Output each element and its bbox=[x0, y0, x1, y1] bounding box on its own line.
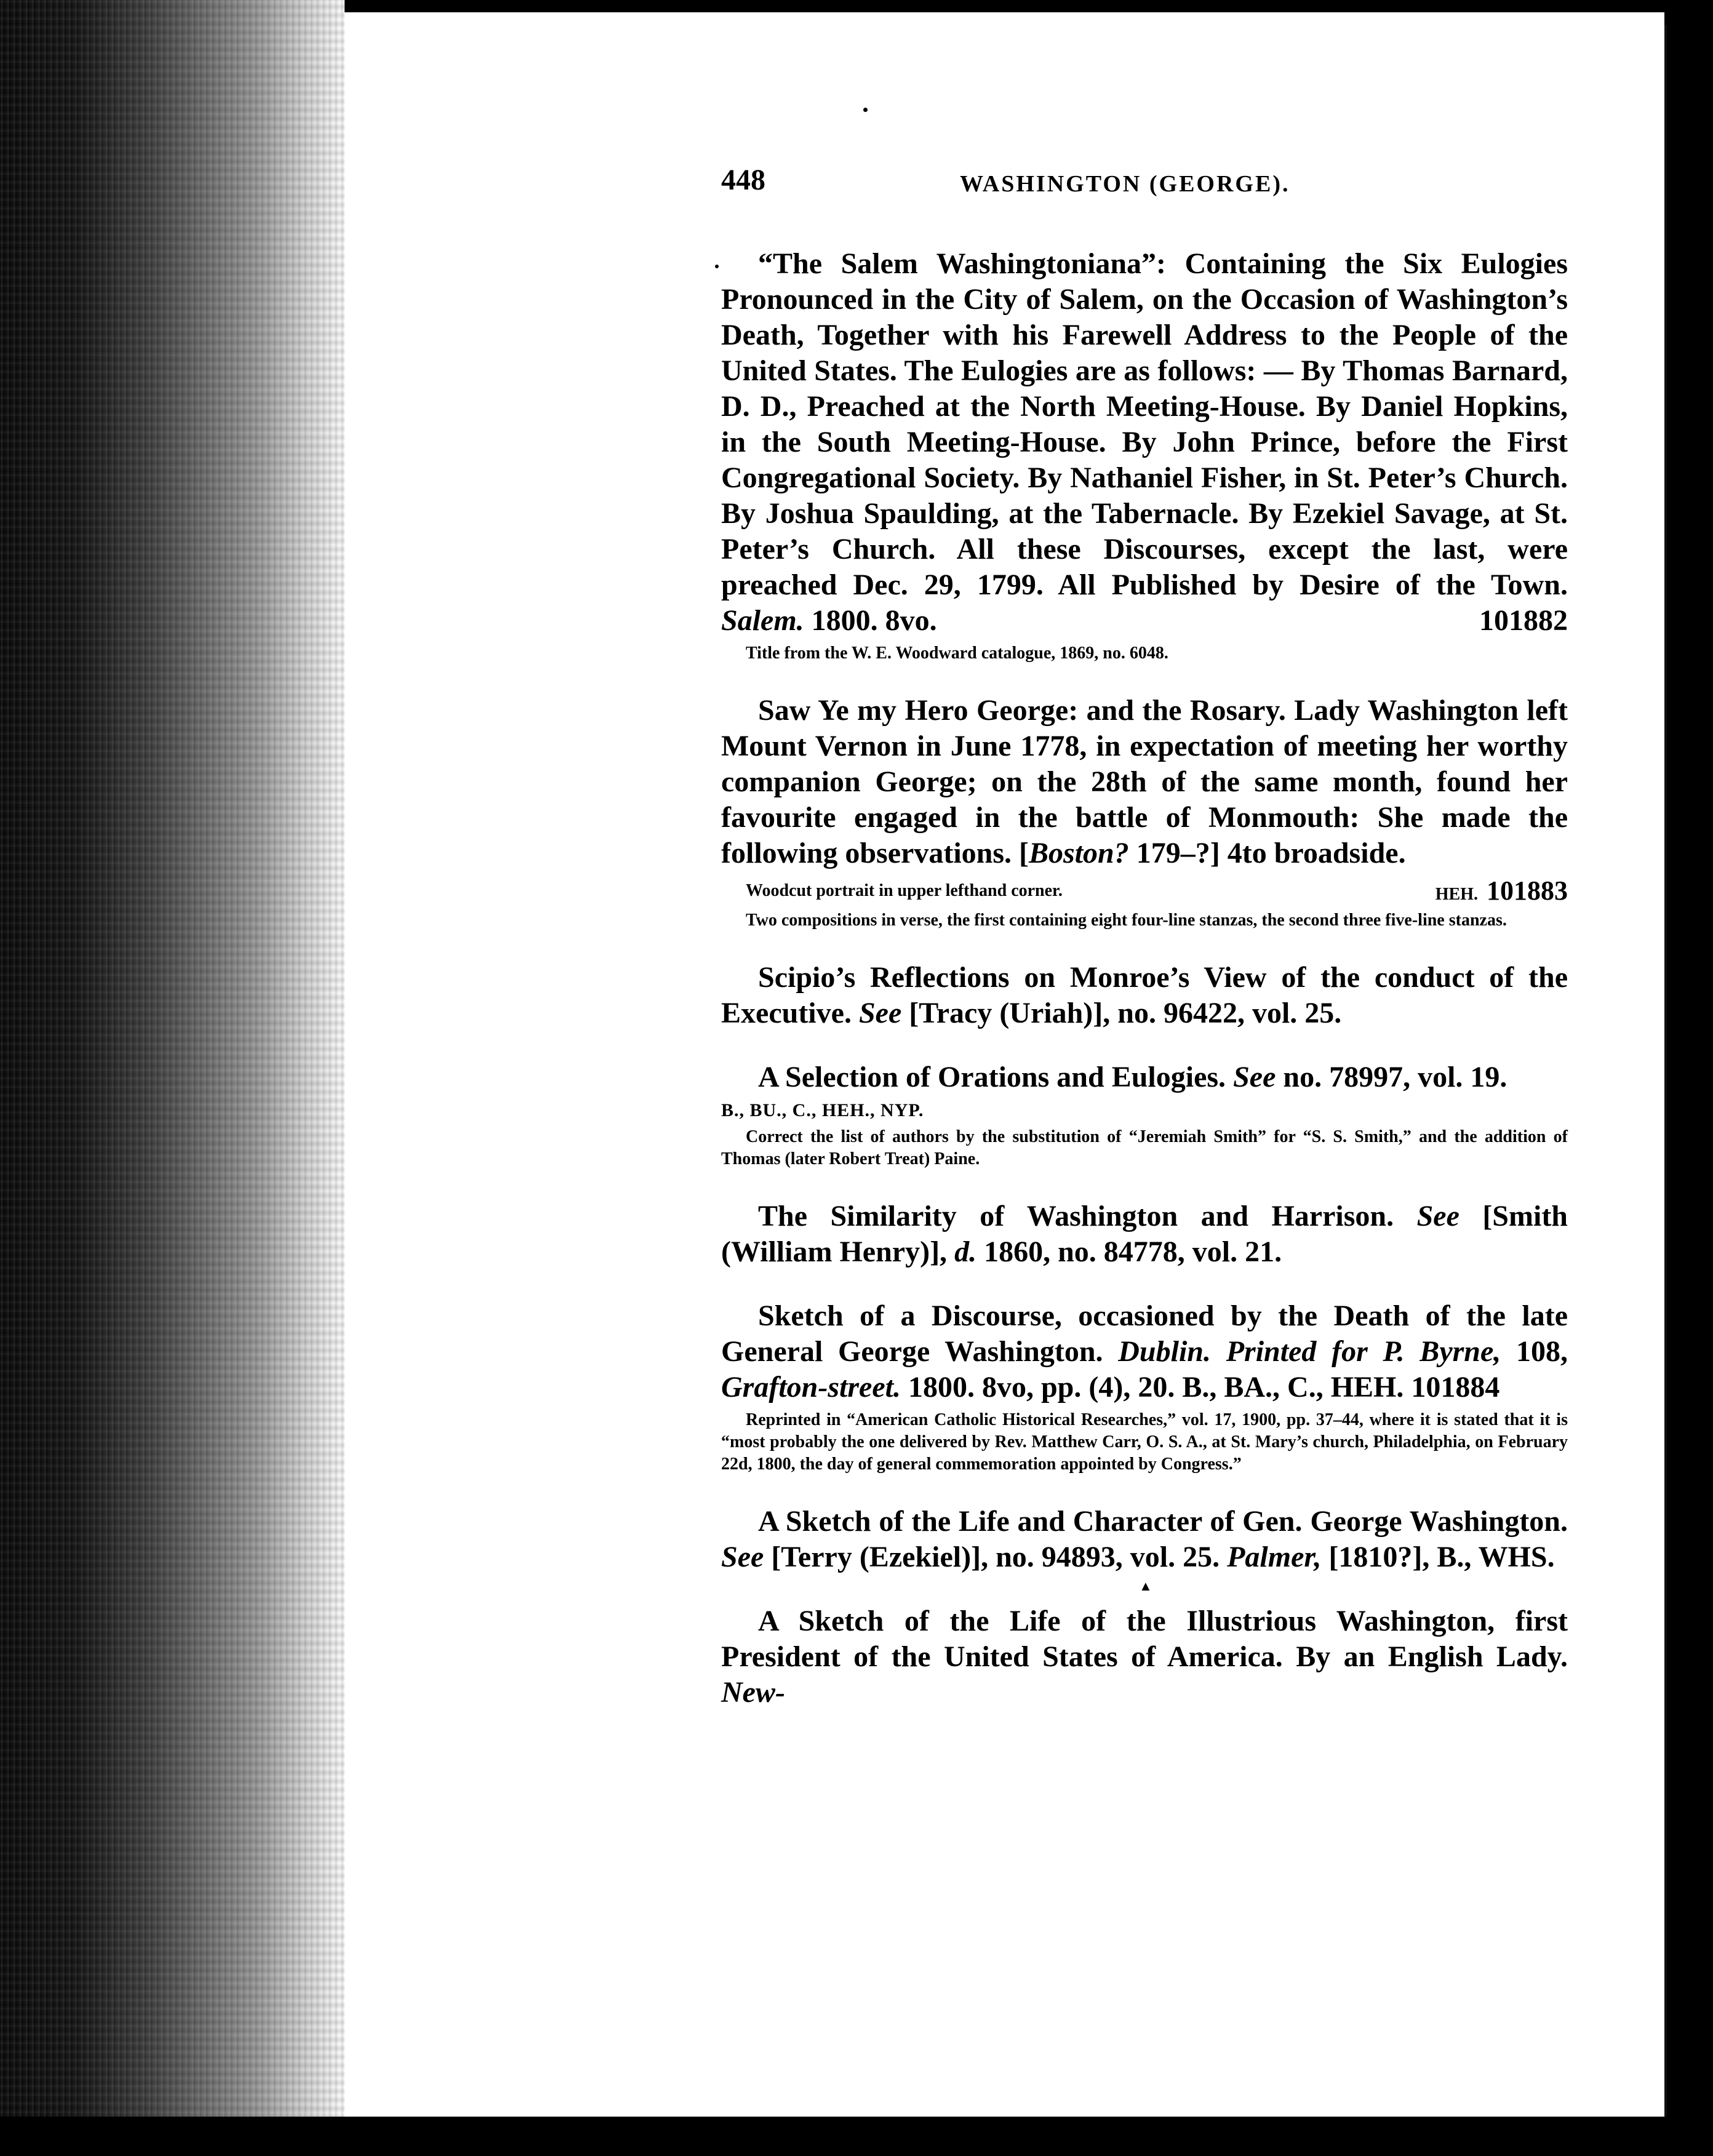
scan-border-bottom bbox=[0, 2117, 1713, 2156]
record-number: 101884 bbox=[1411, 1371, 1500, 1403]
scan-border-right bbox=[1669, 0, 1713, 2156]
entry-note: Reprinted in “American Catholic Historical Researches,” vol. 17, 1900, pp. 37–44, where it is stated that it is “most probably the one delivered by Rev. Matthew Carr, O. S. A., at St. Mary’s church, Philadelphia, on February 22d, 1800, the day of general commemoration appointed by Congress.” bbox=[721, 1410, 1568, 1474]
stray-ink-dot bbox=[715, 265, 719, 268]
record-number: 101882 bbox=[1479, 604, 1568, 637]
see-reference: See bbox=[1416, 1200, 1459, 1232]
imprint-place: Dublin. bbox=[1118, 1335, 1211, 1368]
entry-note: Two compositions in verse, the first containing eight four-line stanzas, the second three five-line stanzas. bbox=[746, 911, 1507, 930]
entry-title: A Selection of Orations and Eulogies. bbox=[758, 1061, 1226, 1093]
running-head: WASHINGTON (GEORGE). bbox=[960, 171, 1290, 197]
imprint-printer: Printed for P. Byrne, bbox=[1226, 1335, 1501, 1368]
see-reference: See bbox=[1233, 1061, 1276, 1093]
book-gutter-edge bbox=[0, 0, 345, 2156]
imprint-date-format: 179–?] 4to broadside. bbox=[1136, 837, 1406, 869]
entry-note: Title from the W. E. Woodward catalogue, 1869, no. 6048. bbox=[746, 644, 1168, 663]
see-reference: See bbox=[858, 997, 902, 1029]
cross-reference-detail: 1860, no. 84778, vol. 21. bbox=[984, 1236, 1282, 1268]
imprint-place: Salem. bbox=[721, 604, 804, 637]
entry-salem-washingtoniana bbox=[721, 246, 1568, 665]
entry-similarity-washington-harrison bbox=[721, 1199, 1568, 1270]
page-number: 448 bbox=[721, 164, 765, 196]
imprint-place: Boston? bbox=[1029, 837, 1129, 869]
cross-reference: [Smith (William Henry)], bbox=[721, 1200, 1568, 1268]
entry-title: A Sketch of the Life and Character of Gen. George Washington. bbox=[758, 1505, 1568, 1538]
stray-caret-mark: ▲ bbox=[1139, 1578, 1152, 1594]
entry-saw-ye-my-hero-george bbox=[721, 693, 1568, 932]
imprint-place: New- bbox=[721, 1676, 785, 1709]
entry-sketch-life-and-character bbox=[721, 1504, 1568, 1575]
died-marker: d. bbox=[954, 1236, 977, 1268]
cross-reference: [Tracy (Uriah)], no. 96422, vol. 25. bbox=[909, 997, 1342, 1029]
imprint-details: [1810?], B., WHS. bbox=[1328, 1541, 1555, 1573]
cross-reference: no. 78997, vol. 19. bbox=[1283, 1061, 1507, 1093]
imprint-date-format: 1800. 8vo. bbox=[811, 604, 937, 637]
entry-title: The Similarity of Washington and Harrison. bbox=[758, 1200, 1394, 1232]
imprint-details: 1800. 8vo, pp. (4), 20. B., BA., C., HEH. bbox=[908, 1371, 1404, 1403]
stray-ink-dot bbox=[863, 108, 868, 112]
page-header bbox=[721, 163, 1568, 206]
library-code: HEH. bbox=[1435, 885, 1478, 904]
see-reference: See bbox=[721, 1541, 764, 1573]
facing-page-edge bbox=[1664, 25, 1667, 2117]
entry-sketch-of-a-discourse bbox=[721, 1298, 1568, 1475]
entry-title: Saw Ye my Hero George: and the Rosary. Lady Washington left Mount Vernon in June 1778, in expectation of meeting her worthy companion George; on the 28th of the same month, found her favourite engaged in the battle of Monmouth: She made the following observations. [ bbox=[721, 694, 1568, 869]
entry-title: “The Salem Washingtoniana”: Containing the Six Eulogies Pronounced in the City of Salem, on the Occasion of Washington’s Death, Together with his Farewell Address to the People of the United States. The Eulogies are as follows: — By Thomas Barnard, D. D., Preached at the North Meeting-House. By Daniel Hopkins, in the South Meeting-House. By John Prince, before the First Congregational Society. By Nathaniel Fisher, in St. Peter’s Church. By Joshua Spaulding, at the Tabernacle. By Ezekiel Savage, at St. Peter’s Church. All these Discourses, except the last, were preached Dec. 29, 1799. All Published by Desire of the Town. bbox=[721, 247, 1568, 601]
book-page bbox=[345, 12, 1664, 2117]
library-codes: B., BU., C., HEH., NYP. bbox=[721, 1100, 924, 1120]
entry-selection-of-orations bbox=[721, 1060, 1568, 1170]
text-column bbox=[721, 163, 1568, 1711]
imprint-place: Palmer, bbox=[1227, 1541, 1322, 1573]
cross-reference: [Terry (Ezekiel)], no. 94893, vol. 25. bbox=[771, 1541, 1220, 1573]
imprint-street: Grafton-street. bbox=[721, 1371, 901, 1403]
entry-title: Sketch of a Discourse, occasioned by the Death of the late General George Washington. bbox=[721, 1300, 1568, 1368]
entry-scipios-reflections bbox=[721, 960, 1568, 1031]
entry-note: Correct the list of authors by the substitution of “Jeremiah Smith” for “S. S. Smith,” and the addition of Thomas (later Robert Treat) Paine. bbox=[721, 1127, 1568, 1168]
entry-note: Woodcut portrait in upper lefthand corner. bbox=[746, 881, 1063, 900]
record-number: 101883 bbox=[1487, 876, 1568, 906]
entry-title: A Sketch of the Life of the Illustrious Washington, first President of the United States of America. By an English Lady. bbox=[721, 1605, 1568, 1673]
entry-title: Scipio’s Reflections on Monroe’s View of the conduct of the Executive. bbox=[721, 961, 1568, 1029]
imprint-address-number: 108, bbox=[1516, 1335, 1568, 1368]
entry-sketch-life-illustrious bbox=[721, 1603, 1568, 1711]
